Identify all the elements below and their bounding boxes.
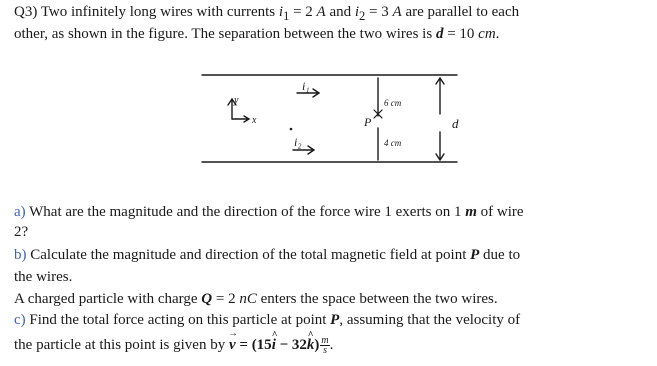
unit-i-hat: i ^ — [272, 335, 276, 355]
dist-4cm-label: 4 cm — [384, 138, 402, 148]
part-a-line-1: a) What are the magnitude and the direction of the force wire 1 exerts on 1 m of wire — [14, 204, 524, 220]
d-arrow-bottom — [436, 132, 444, 160]
d-label: d — [452, 116, 459, 131]
axis-y-label: y — [234, 95, 239, 106]
part-a-line-2: 2? — [14, 224, 29, 240]
velocity-vector: v → — [229, 335, 236, 355]
part-a-label: a) — [14, 204, 26, 220]
charge-line: A charged particle with charge Q = 2 nC enters the space between the two wires. — [14, 291, 498, 307]
part-c-label: c) — [14, 312, 26, 328]
part-c-line-2: the particle at this point is given by v → = (15i ^ − 32k ^) $\frac{m}{s}$ . — [14, 335, 333, 355]
wire-1-label: i₁ — [302, 79, 310, 93]
axis-x-label: x — [252, 115, 257, 126]
velocity-unit-fraction: $\frac{m}{s}$ — [321, 335, 329, 357]
part-b-line-2: the wires. — [14, 269, 73, 285]
d-arrow-top — [436, 78, 444, 114]
part-b-label: b) — [14, 247, 27, 263]
question-line-1: Q3) Two infinitely long wires with currents $i_1 = 2$ A and $i_2 = 3$ A are parallel to each — [14, 4, 520, 23]
part-b-line-1: b) Calculate the magnitude and direction of the total magnetic field at point P due to — [14, 247, 521, 263]
question-line-2: other, as shown in the figure. The separation between the two wires is d = 10 cm. — [14, 26, 500, 42]
part-c-line-1: c) Find the total force acting on this particle at point P, assuming that the velocity of — [14, 312, 521, 328]
wire-dot — [290, 128, 293, 131]
wire-2-label: i₂ — [294, 135, 302, 149]
point-p-label: P — [364, 115, 372, 129]
question-label: Q3) — [14, 4, 38, 20]
dist-6cm-label: 6 cm — [384, 98, 402, 108]
unit-k-hat: k ^ — [307, 335, 315, 355]
x-axis-arrow — [232, 116, 249, 122]
